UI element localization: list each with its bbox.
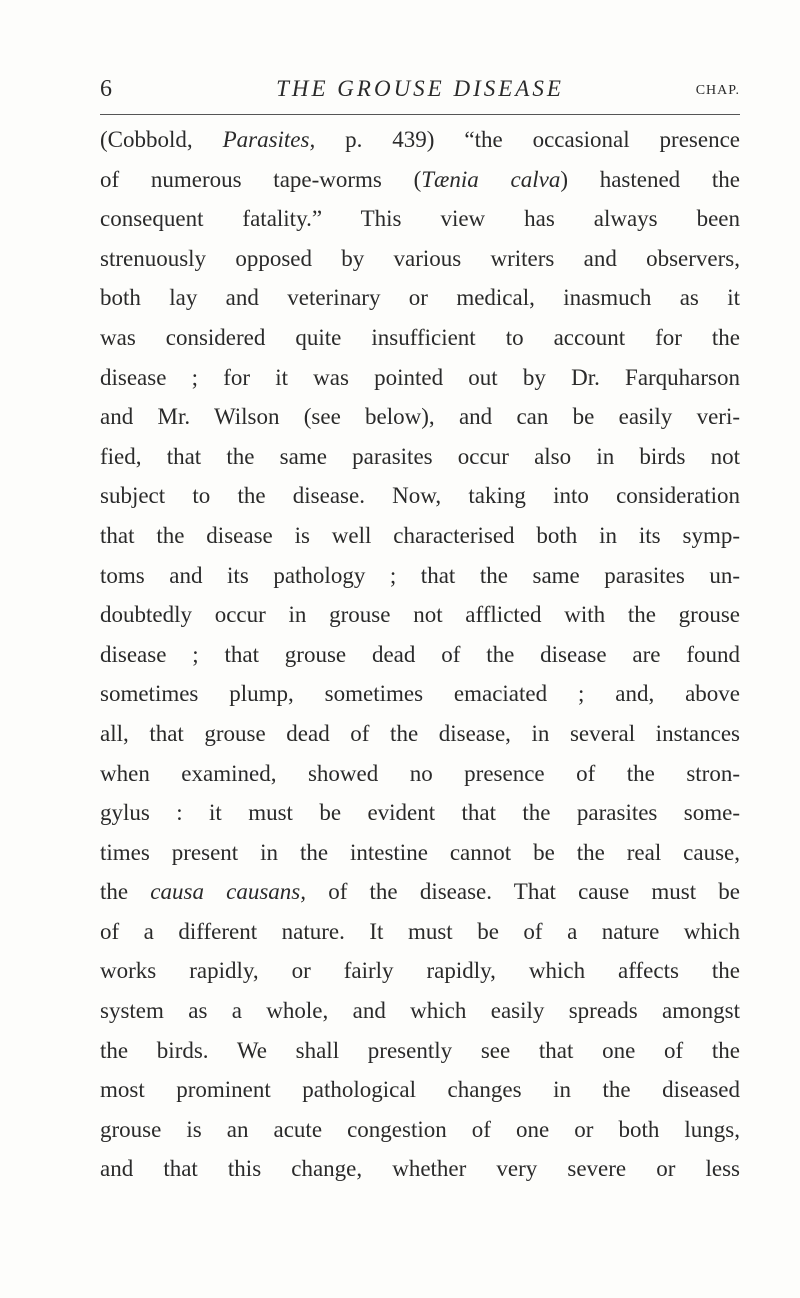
text-run: both lay and veterinary or medical, inasmuch as it — [100, 285, 740, 311]
text-line — [100, 476, 740, 516]
text-run: disease ; for it was pointed out by Dr. Farquharson — [100, 364, 740, 390]
text-run: doubtedly occur in grouse not afflicted with the grouse — [100, 602, 740, 628]
text-run: of a different nature. It must be of a nature which — [100, 918, 740, 944]
text-line — [100, 991, 740, 1031]
text-run: most prominent pathological changes in the diseased — [100, 1077, 740, 1103]
text-run: of numerous tape-worms ( — [100, 166, 422, 192]
text-line — [100, 714, 740, 754]
text-run: toms and its pathology ; that the same parasites un- — [100, 562, 740, 588]
body-text — [100, 120, 740, 1189]
text-line — [100, 912, 740, 952]
text-run: sometimes plump, sometimes emaciated ; and, above — [100, 681, 740, 707]
text-line — [100, 358, 740, 398]
text-run: works rapidly, or fairly rapidly, which affects the — [100, 958, 740, 984]
text-line — [100, 239, 740, 279]
text-run: of the disease. That cause must be — [306, 879, 740, 905]
text-line — [100, 1149, 740, 1189]
italic-text: Tænia calva — [421, 166, 561, 192]
text-line — [100, 318, 740, 358]
text-line — [100, 397, 740, 437]
text-run: ) hastened the — [560, 166, 740, 192]
text-run: strenuously opposed by various writers and observers, — [100, 245, 740, 271]
text-line — [100, 1070, 740, 1110]
text-run: the — [100, 879, 151, 905]
text-line — [100, 160, 740, 200]
text-line — [100, 1031, 740, 1071]
text-line — [100, 516, 740, 556]
text-line — [100, 635, 740, 675]
italic-text: causa causans, — [150, 879, 307, 905]
text-run: and Mr. Wilson (see below), and can be easily veri- — [100, 404, 740, 430]
running-title: THE GROUSE DISEASE — [276, 76, 564, 101]
text-line — [100, 120, 740, 160]
text-run: subject to the disease. Now, taking into consideration — [100, 483, 740, 509]
chapter-label: CHAP. — [695, 83, 740, 98]
text-run: grouse is an acute congestion of one or both lungs, — [100, 1116, 740, 1142]
text-line — [100, 674, 740, 714]
text-run: was considered quite insufficient to account for the — [100, 324, 740, 350]
page-number: 6 — [100, 76, 112, 102]
text-run: consequent fatality.” This view has always been — [100, 206, 740, 232]
text-run: and that this change, whether very severe or less — [100, 1156, 740, 1182]
text-run: all, that grouse dead of the disease, in several instances — [100, 720, 740, 746]
header-rule — [100, 114, 740, 115]
text-run: times present in the intestine cannot be the real cause, — [100, 839, 740, 865]
running-head — [100, 70, 740, 106]
text-run: the birds. We shall presently see that one of the — [100, 1037, 740, 1063]
text-line — [100, 595, 740, 635]
text-run: fied, that the same parasites occur also in birds not — [100, 443, 740, 469]
text-line — [100, 278, 740, 318]
text-run: p. 439) “the occasional presence — [315, 127, 740, 152]
text-run: system as a whole, and which easily spreads amongst — [100, 998, 740, 1024]
italic-text: Parasites, — [222, 127, 316, 152]
text-line — [100, 833, 740, 873]
text-run: that the disease is well characterised both in its symp- — [100, 522, 740, 548]
text-line — [100, 1110, 740, 1150]
text-run: when examined, showed no presence of the stron- — [100, 760, 740, 786]
text-line — [100, 951, 740, 991]
text-line — [100, 754, 740, 794]
text-line — [100, 199, 740, 239]
text-line — [100, 437, 740, 477]
text-line — [100, 556, 740, 596]
text-line — [100, 793, 740, 833]
text-run: gylus : it must be evident that the parasites some- — [100, 800, 740, 826]
text-run: (Cobbold, — [100, 127, 223, 152]
text-line — [100, 872, 740, 912]
text-run: disease ; that grouse dead of the disease are found — [100, 641, 740, 667]
